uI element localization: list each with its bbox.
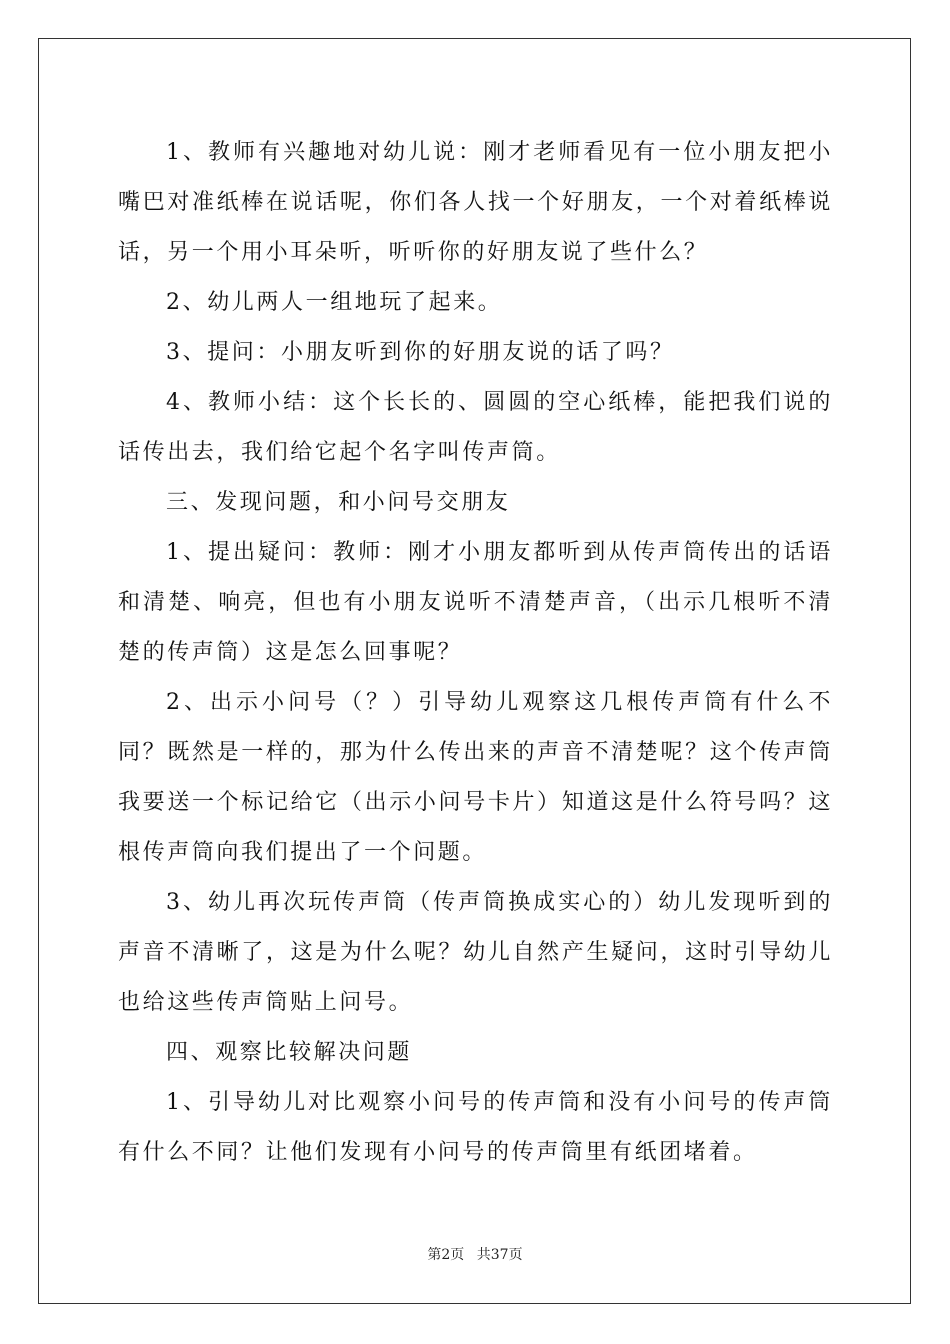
- paragraph: 4、教师小结：这个长长的、圆圆的空心纸棒，能把我们说的话传出去，我们给它起个名字叫传声筒。: [118, 390, 833, 465]
- paragraph: 1、引导幼儿对比观察小问号的传声筒和没有小问号的传声筒有什么不同？让他们发现有小问号的传声筒里有纸团堵着。: [118, 1090, 833, 1165]
- page-number: 第2页: [427, 1247, 465, 1263]
- document-body: [118, 128, 833, 1178]
- paragraph: 3、幼儿再次玩传声筒（传声筒换成实心的）幼儿发现听到的声音不清晰了，这是为什么呢？幼儿自然产生疑问，这时引导幼儿也给这些传声筒贴上问号。: [118, 890, 833, 1015]
- paragraph: 3、提问：小朋友听到你的好朋友说的话了吗？: [166, 340, 675, 365]
- section-heading: 三、发现问题，和小问号交朋友: [166, 490, 511, 515]
- section-heading: 四、观察比较解决问题: [166, 1040, 413, 1065]
- paragraph: 2、幼儿两人一组地玩了起来。: [166, 290, 503, 315]
- paragraph: 1、教师有兴趣地对幼儿说：刚才老师看见有一位小朋友把小嘴巴对准纸棒在说话呢，你们各人找一个好朋友，一个对着纸棒说话，另一个用小耳朵听，听听你的好朋友说了些什么？: [118, 140, 833, 265]
- page-footer: [0, 1244, 950, 1264]
- paragraph: 1、提出疑问：教师：刚才小朋友都听到从传声筒传出的话语和清楚、响亮，但也有小朋友说听不清楚声音，（出示几根听不清楚的传声筒）这是怎么回事呢？: [118, 540, 833, 665]
- page-total: 共37页: [476, 1247, 523, 1263]
- paragraph: 2、出示小问号（？）引导幼儿观察这几根传声筒有什么不同？既然是一样的，那为什么传出来的声音不清楚呢？这个传声筒我要送一个标记给它（出示小问号卡片）知道这是什么符号吗？这根传声筒向我们提出了一个问题。: [118, 690, 833, 865]
